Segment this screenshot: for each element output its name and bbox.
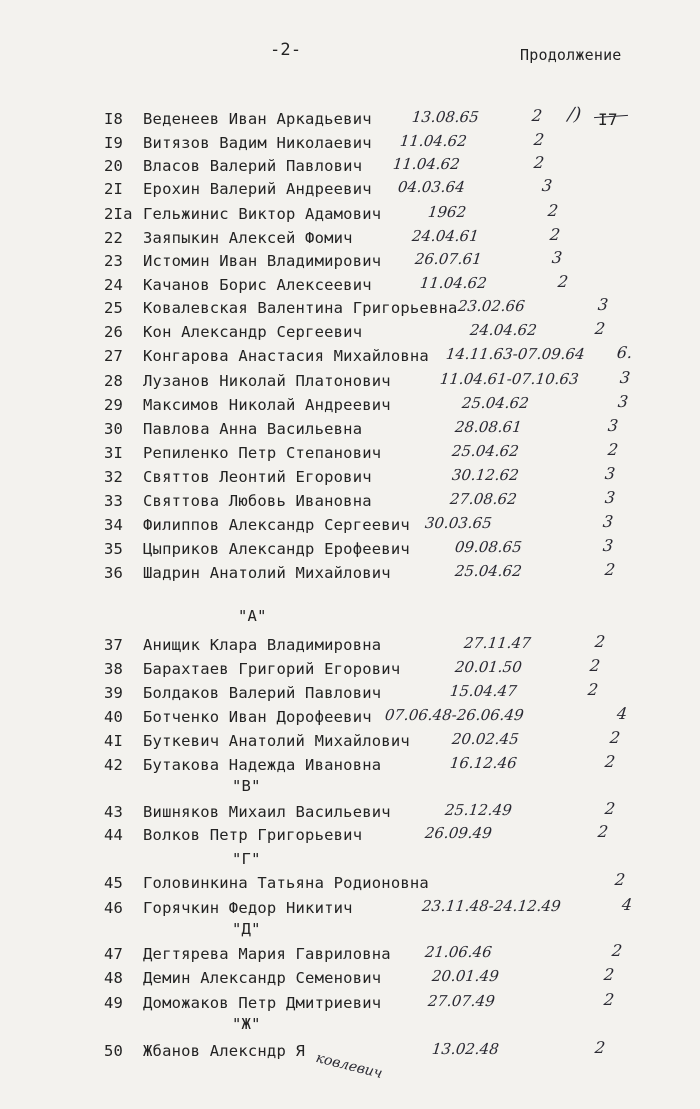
entry-number: 50 <box>104 1042 124 1060</box>
list-item <box>0 512 700 538</box>
entry-name: Болдаков Валерий Павлович <box>143 684 382 702</box>
entry-date: 15.04.47 <box>449 682 518 700</box>
list-item <box>0 416 700 442</box>
entry-date: 20.01.50 <box>454 658 523 676</box>
entry-count: 3 <box>602 512 615 531</box>
handwritten-name-continuation: ковлевич <box>314 1050 384 1082</box>
list-item <box>0 130 700 156</box>
list-item <box>0 464 700 490</box>
list-item <box>0 822 700 848</box>
entry-number: 22 <box>104 229 124 247</box>
entry-count: 2 <box>531 106 544 125</box>
list-item <box>0 632 700 658</box>
entry-date: 07.06.48-26.06.49 <box>384 706 525 724</box>
list-item <box>0 106 700 132</box>
list-item <box>0 248 700 274</box>
entry-count: 6. <box>616 343 634 362</box>
entry-date: 16.12.46 <box>449 754 518 772</box>
list-item <box>0 895 700 921</box>
section-heading: "Г" <box>232 850 261 868</box>
list-item <box>0 752 700 778</box>
entry-name: Веденеев Иван Аркадьевич <box>143 110 372 128</box>
entry-number: 40 <box>104 708 124 726</box>
entry-name: Бутакова Надежда Ивановна <box>143 756 382 774</box>
list-item <box>0 343 700 369</box>
list-item <box>0 392 700 418</box>
entry-date: 11.04.62 <box>419 274 488 292</box>
entry-name: Буткевич Анатолий Михайлович <box>143 732 410 750</box>
entry-date: 09.08.65 <box>454 538 523 556</box>
list-item <box>0 295 700 321</box>
list-item <box>0 176 700 202</box>
entry-count: 3 <box>602 536 615 555</box>
entry-count: 3 <box>604 488 617 507</box>
entry-number: 29 <box>104 396 124 414</box>
entry-count: 3 <box>551 248 564 267</box>
entry-number: 23 <box>104 252 124 270</box>
entry-date: 23.11.48-24.12.49 <box>421 897 562 915</box>
list-item <box>0 536 700 562</box>
entry-count: 2 <box>614 870 627 889</box>
entry-date: 1962 <box>427 203 468 221</box>
section-heading: "Ж" <box>232 1015 261 1033</box>
list-item <box>0 870 700 896</box>
entry-count: 2 <box>587 680 600 699</box>
entry-date: 27.08.62 <box>449 490 518 508</box>
entry-count: 4 <box>616 704 629 723</box>
entry-number: 24 <box>104 276 124 294</box>
entry-name: Власов Валерий Павлович <box>143 157 363 175</box>
list-item <box>0 941 700 967</box>
entry-date: 04.03.64 <box>397 178 466 196</box>
list-item <box>0 799 700 825</box>
list-item <box>0 225 700 251</box>
entry-number: 37 <box>104 636 124 654</box>
entry-date: 11.04.61-07.10.63 <box>439 370 580 388</box>
list-item <box>0 728 700 754</box>
entry-number: 47 <box>104 945 124 963</box>
entry-number: 44 <box>104 826 124 844</box>
entry-name: Павлова Анна Васильевна <box>143 420 363 438</box>
entry-name: Филиппов Александр Сергеевич <box>143 516 410 534</box>
entry-count: 3 <box>597 295 610 314</box>
entry-count: 2 <box>547 201 560 220</box>
continuation-label: Продолжение <box>520 46 622 64</box>
entry-number: 39 <box>104 684 124 702</box>
list-item <box>0 368 700 394</box>
entry-number: 43 <box>104 803 124 821</box>
list-item <box>0 965 700 991</box>
entry-name: Волков Петр Григорьевич <box>143 826 363 844</box>
entry-count: 2 <box>603 990 616 1009</box>
entry-number: 46 <box>104 899 124 917</box>
entry-date: 13.02.48 <box>431 1040 500 1058</box>
entry-name: Святтов Леонтий Егорович <box>143 468 372 486</box>
entry-date: 14.11.63-07.09.64 <box>445 345 586 363</box>
page-number: -2- <box>270 40 302 60</box>
entry-date: 11.04.62 <box>399 132 468 150</box>
entry-count: 2 <box>533 153 546 172</box>
entry-name: Жбанов Алексндр Я <box>143 1042 306 1060</box>
entry-date: 25.12.49 <box>444 801 513 819</box>
entry-name: Доможаков Петр Дмитриевич <box>143 994 382 1012</box>
entry-number: I9 <box>104 134 124 152</box>
list-item <box>0 990 700 1016</box>
entry-name: Витязов Вадим Николаевич <box>143 134 372 152</box>
entry-number: 26 <box>104 323 124 341</box>
entry-count: 2 <box>557 272 570 291</box>
entry-date: 20.01.49 <box>431 967 500 985</box>
handwritten-tick-mark: /) <box>566 104 583 125</box>
entry-date: 30.12.62 <box>451 466 520 484</box>
entry-date: 21.06.46 <box>424 943 493 961</box>
entry-number: 49 <box>104 994 124 1012</box>
entry-number: 38 <box>104 660 124 678</box>
list-item <box>0 560 700 586</box>
entry-number: 27 <box>104 347 124 365</box>
entry-name: Ботченко Иван Дорофеевич <box>143 708 372 726</box>
list-item <box>0 319 700 345</box>
list-item <box>0 656 700 682</box>
entry-name: Ерохин Валерий Андреевич <box>143 180 372 198</box>
entry-name: Цыприков Александр Ерофеевич <box>143 540 410 558</box>
entry-date: 25.04.62 <box>454 562 523 580</box>
entry-name: Качанов Борис Алексеевич <box>143 276 372 294</box>
entry-number: I8 <box>104 110 124 128</box>
entry-count: 2 <box>549 225 562 244</box>
entry-date: 20.02.45 <box>451 730 520 748</box>
entry-date: 28.08.61 <box>454 418 523 436</box>
entry-name: Шадрин Анатолий Михайлович <box>143 564 391 582</box>
entry-name: Головинкина Татьяна Родионовна <box>143 874 429 892</box>
entry-name: Дегтярева Мария Гавриловна <box>143 945 391 963</box>
entry-number: 32 <box>104 468 124 486</box>
entry-date: 13.08.65 <box>411 108 480 126</box>
entry-number: 2I <box>104 180 124 198</box>
entry-date: 26.09.49 <box>424 824 493 842</box>
entry-name: Репиленко Петр Степанович <box>143 444 382 462</box>
entry-number: 34 <box>104 516 124 534</box>
entry-date: 26.07.61 <box>414 250 483 268</box>
entry-number: 35 <box>104 540 124 558</box>
entry-number: 48 <box>104 969 124 987</box>
entry-number: 36 <box>104 564 124 582</box>
entry-date: 25.04.62 <box>451 442 520 460</box>
entry-name: Конгарова Анастасия Михайловна <box>143 347 429 365</box>
list-item <box>0 272 700 298</box>
entry-date: 27.11.47 <box>463 634 532 652</box>
section-heading: "А" <box>238 607 267 625</box>
entry-count: 2 <box>533 130 546 149</box>
entry-name: Демин Александр Семенович <box>143 969 382 987</box>
entry-number: 4I <box>104 732 124 750</box>
entry-count: 2 <box>597 822 610 841</box>
entry-number: 20 <box>104 157 124 175</box>
entry-name: Барахтаев Григорий Егорович <box>143 660 401 678</box>
entry-count: 3 <box>607 416 620 435</box>
entry-count: 2 <box>604 560 617 579</box>
entry-date: 24.04.62 <box>469 321 538 339</box>
entry-number: 28 <box>104 372 124 390</box>
section-heading: "В" <box>232 777 261 795</box>
entry-count: 3 <box>604 464 617 483</box>
entry-name: Горячкин Федор Никитич <box>143 899 353 917</box>
list-item <box>0 704 700 730</box>
entry-number: 33 <box>104 492 124 510</box>
entry-count: 4 <box>621 895 634 914</box>
entry-count: 2 <box>604 752 617 771</box>
entry-count: 3 <box>541 176 554 195</box>
entry-name: Заяпыкин Алексей Фомич <box>143 229 353 247</box>
entry-count: 2 <box>594 632 607 651</box>
entry-count: 3 <box>619 368 632 387</box>
entry-name: Ковалевская Валентина Григорьевна <box>143 299 458 317</box>
entry-number: 42 <box>104 756 124 774</box>
entry-name: Анищик Клара Владимировна <box>143 636 382 654</box>
entry-count: 2 <box>607 440 620 459</box>
list-item <box>0 680 700 706</box>
entry-count: 2 <box>609 728 622 747</box>
struck-number: I7 <box>598 110 618 129</box>
entry-name: Вишняков Михаил Васильевич <box>143 803 391 821</box>
entry-name: Лузанов Николай Платонович <box>143 372 391 390</box>
entry-number: 2Iа <box>104 205 133 223</box>
entry-number: 25 <box>104 299 124 317</box>
list-item <box>0 153 700 179</box>
entry-date: 27.07.49 <box>427 992 496 1010</box>
entry-date: 25.04.62 <box>461 394 530 412</box>
list-item <box>0 201 700 227</box>
entry-date: 30.03.65 <box>424 514 493 532</box>
entry-name: Истомин Иван Владимирович <box>143 252 382 270</box>
list-item <box>0 488 700 514</box>
entry-count: 3 <box>617 392 630 411</box>
entry-count: 2 <box>603 965 616 984</box>
entry-name: Кон Александр Сергеевич <box>143 323 363 341</box>
entry-number: 3I <box>104 444 124 462</box>
entry-count: 2 <box>604 799 617 818</box>
list-item <box>0 440 700 466</box>
entry-count: 2 <box>589 656 602 675</box>
entry-date: 24.04.61 <box>411 227 480 245</box>
section-heading: "Д" <box>232 920 261 938</box>
entry-count: 2 <box>594 1038 607 1057</box>
entry-number: 30 <box>104 420 124 438</box>
entry-date: 11.04.62 <box>392 155 461 173</box>
entry-count: 2 <box>611 941 624 960</box>
entry-count: 2 <box>594 319 607 338</box>
entry-name: Святтова Любовь Ивановна <box>143 492 372 510</box>
entry-number: 45 <box>104 874 124 892</box>
entry-name: Максимов Николай Андреевич <box>143 396 391 414</box>
entry-date: 23.02.66 <box>457 297 526 315</box>
entry-name: Гельжинис Виктор Адамович <box>143 205 382 223</box>
